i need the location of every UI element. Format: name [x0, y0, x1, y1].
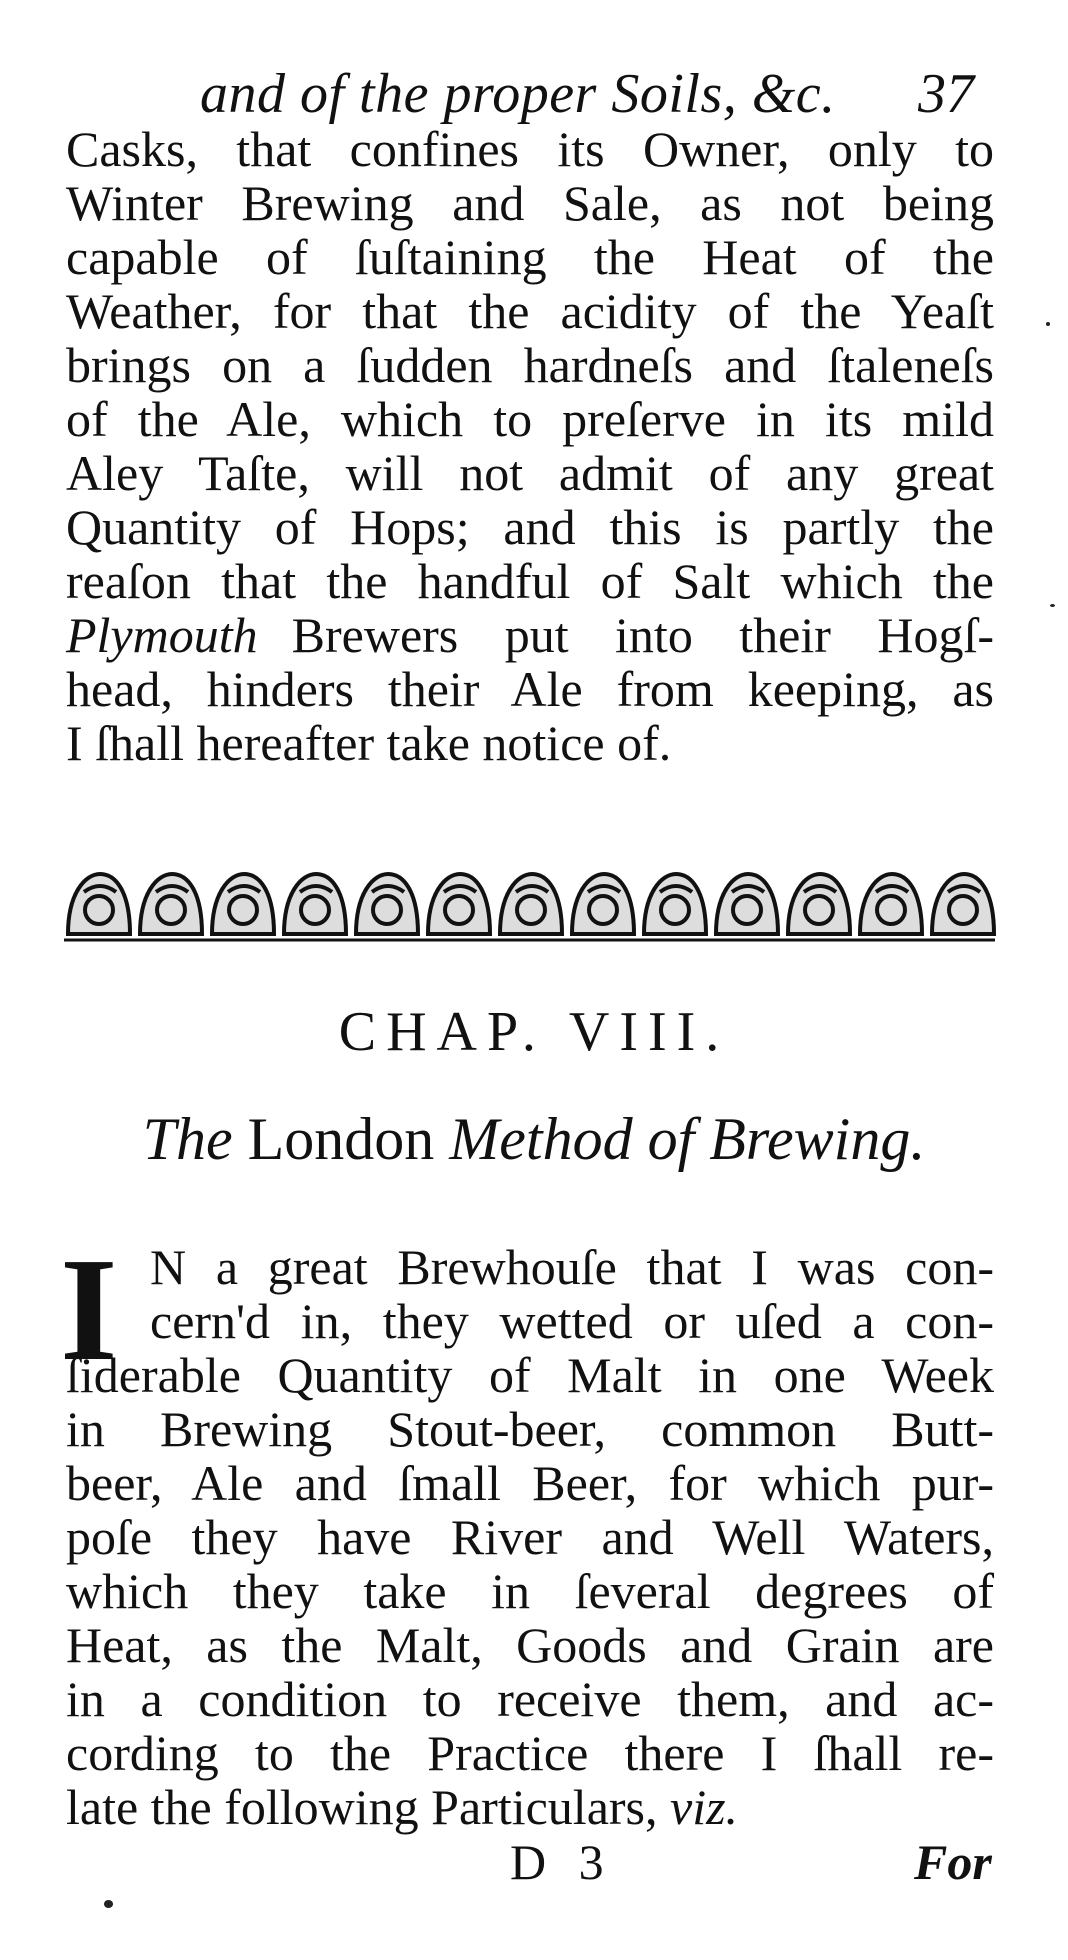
text-line: Winter Brewing and Sale, as not being [66, 175, 994, 231]
text-line: in Brewing Stout-beer, common Butt- [66, 1401, 994, 1457]
signature-mark: D 3 [510, 1834, 614, 1890]
text-line: capable of ſuſtaining the Heat of the [66, 229, 994, 285]
drop-cap: I [60, 1228, 118, 1392]
text-line: cern'd in, they wetted or uſed a con- [150, 1293, 994, 1349]
title-city: London [247, 1106, 435, 1172]
place-name: Plymouth [66, 607, 258, 663]
title-article: The [142, 1106, 233, 1172]
text-line: N a great Brewhouſe that I was con- [150, 1239, 994, 1295]
text-line: of the Ale, which to preſerve in its mild [66, 391, 994, 447]
text-line: I ſhall hereafter take notice of. [66, 715, 672, 771]
running-head: and of the proper Soils, &c. [200, 63, 836, 125]
text-line [66, 608, 994, 662]
text-line: beer, Ale and ſmall Beer, for which pur- [66, 1455, 994, 1511]
catchword: For [914, 1834, 992, 1890]
text-segment: late the following Particulars, [66, 1779, 658, 1835]
text-segment: Brewers put into their Hogſ- [291, 607, 994, 663]
text-line: Quantity of Hops; and this is partly the [66, 499, 994, 555]
ink-speck [1050, 604, 1055, 607]
page-number: 37 [918, 63, 974, 125]
ink-speck [1046, 322, 1050, 326]
text-line: Weather, for that the acidity of the Yeaſt [66, 283, 994, 339]
ink-speck [104, 1900, 113, 1908]
text-line: which they take in ſeveral degrees of [66, 1563, 994, 1619]
text-line: reaſon that the handful of Salt which the [66, 553, 994, 609]
text-line: cording to the Practice there I ſhall re- [66, 1725, 994, 1781]
chapter-heading: CHAP. VIII. [338, 1001, 730, 1063]
final-word: viz. [670, 1779, 739, 1835]
ornament-block [68, 874, 130, 934]
text-line: Aley Taſte, will not admit of any great [66, 445, 994, 501]
text-line: brings on a ſudden hardneſs and ſtaleneſs [66, 337, 994, 393]
text-line: Casks, that confines its Owner, only to [66, 121, 994, 177]
ornament-band [62, 862, 997, 948]
text-line: poſe they have River and Well Waters, [66, 1509, 994, 1565]
text-line: head, hinders their Ale from keeping, as [66, 661, 994, 717]
text-line: in a condition to receive them, and ac- [66, 1671, 994, 1727]
text-line: ſiderable Quantity of Malt in one Week [66, 1347, 994, 1403]
text-line: Heat, as the Malt, Goods and Grain are [66, 1617, 994, 1673]
title-rest: Method of Brewing. [449, 1106, 926, 1172]
text-line [66, 1780, 994, 1834]
chapter-title [0, 1105, 1068, 1174]
